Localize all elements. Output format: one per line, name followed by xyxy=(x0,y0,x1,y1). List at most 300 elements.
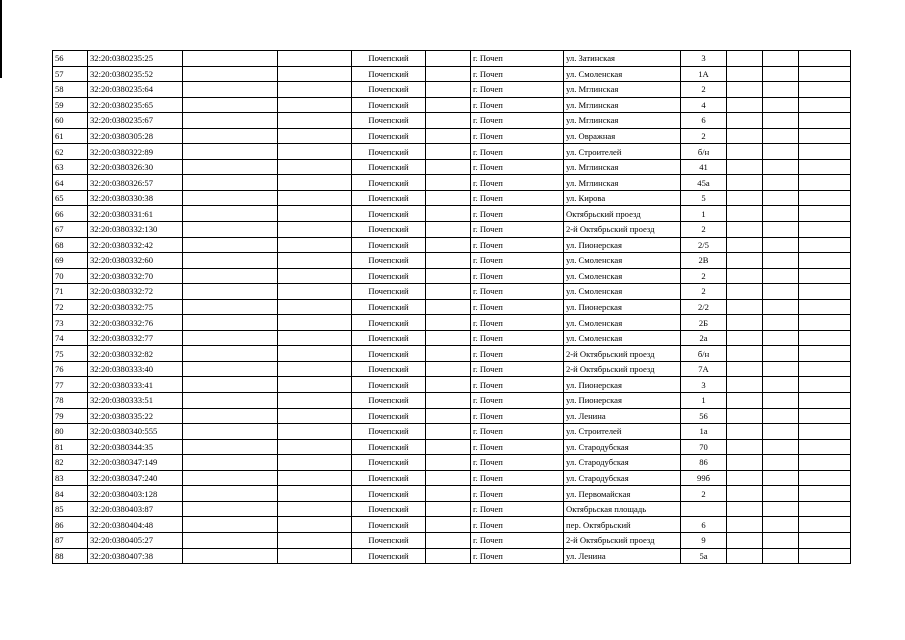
cadastral-number-cell: 32:20:0380344:35 xyxy=(88,439,183,455)
street-cell: ул. Пионерская xyxy=(564,377,681,393)
table-row xyxy=(53,330,851,346)
empty-cell xyxy=(763,486,799,502)
city-cell: г. Почеп xyxy=(471,346,564,362)
street-cell: ул. Смоленская xyxy=(564,284,681,300)
empty-cell xyxy=(278,253,352,269)
empty-cell xyxy=(278,97,352,113)
row-number-cell: 78 xyxy=(53,393,88,409)
district-cell: Почепский xyxy=(352,51,426,67)
empty-cell xyxy=(426,517,471,533)
row-number-cell: 61 xyxy=(53,128,88,144)
table-row xyxy=(53,253,851,269)
city-cell: г. Почеп xyxy=(471,97,564,113)
city-cell: г. Почеп xyxy=(471,330,564,346)
empty-cell xyxy=(727,439,763,455)
house-number-cell: 99б xyxy=(681,470,727,486)
house-number-cell: 86 xyxy=(681,455,727,471)
empty-cell xyxy=(183,315,278,331)
empty-cell xyxy=(763,346,799,362)
row-number-cell: 70 xyxy=(53,268,88,284)
empty-cell xyxy=(278,175,352,191)
cadastral-number-cell: 32:20:0380332:72 xyxy=(88,284,183,300)
empty-cell xyxy=(799,517,851,533)
empty-cell xyxy=(799,486,851,502)
empty-cell xyxy=(799,361,851,377)
empty-cell xyxy=(278,128,352,144)
house-number-cell: 2В xyxy=(681,253,727,269)
table-row xyxy=(53,128,851,144)
empty-cell xyxy=(278,517,352,533)
district-cell: Почепский xyxy=(352,330,426,346)
house-number-cell: 45а xyxy=(681,175,727,191)
table-row xyxy=(53,66,851,82)
row-number-cell: 80 xyxy=(53,424,88,440)
house-number-cell: 6 xyxy=(681,517,727,533)
city-cell: г. Почеп xyxy=(471,144,564,160)
empty-cell xyxy=(799,377,851,393)
property-registry-table xyxy=(52,50,851,564)
empty-cell xyxy=(426,501,471,517)
empty-cell xyxy=(727,97,763,113)
house-number-cell: 41 xyxy=(681,159,727,175)
empty-cell xyxy=(727,361,763,377)
street-cell: 2-й Октябрьский проезд xyxy=(564,346,681,362)
empty-cell xyxy=(183,206,278,222)
cadastral-number-cell: 32:20:0380403:128 xyxy=(88,486,183,502)
empty-cell xyxy=(426,284,471,300)
empty-cell xyxy=(763,190,799,206)
row-number-cell: 59 xyxy=(53,97,88,113)
street-cell: ул. Стародубская xyxy=(564,470,681,486)
street-cell: ул. Строителей xyxy=(564,424,681,440)
table-row xyxy=(53,501,851,517)
empty-cell xyxy=(183,175,278,191)
empty-cell xyxy=(183,66,278,82)
empty-cell xyxy=(278,66,352,82)
table-row xyxy=(53,470,851,486)
empty-cell xyxy=(183,532,278,548)
empty-cell xyxy=(727,284,763,300)
empty-cell xyxy=(763,82,799,98)
empty-cell xyxy=(426,361,471,377)
empty-cell xyxy=(727,253,763,269)
district-cell: Почепский xyxy=(352,66,426,82)
district-cell: Почепский xyxy=(352,361,426,377)
empty-cell xyxy=(799,253,851,269)
table-row xyxy=(53,159,851,175)
empty-cell xyxy=(278,377,352,393)
empty-cell xyxy=(278,284,352,300)
empty-cell xyxy=(183,377,278,393)
cadastral-number-cell: 32:20:0380333:51 xyxy=(88,393,183,409)
empty-cell xyxy=(278,51,352,67)
house-number-cell: 56 xyxy=(681,408,727,424)
district-cell: Почепский xyxy=(352,455,426,471)
house-number-cell: 1а xyxy=(681,424,727,440)
empty-cell xyxy=(183,82,278,98)
city-cell: г. Почеп xyxy=(471,361,564,377)
empty-cell xyxy=(278,532,352,548)
street-cell: ул. Смоленская xyxy=(564,253,681,269)
house-number-cell: б/н xyxy=(681,144,727,160)
empty-cell xyxy=(278,548,352,564)
empty-cell xyxy=(426,455,471,471)
empty-cell xyxy=(763,548,799,564)
street-cell: ул. Стародубская xyxy=(564,455,681,471)
empty-cell xyxy=(799,237,851,253)
district-cell: Почепский xyxy=(352,517,426,533)
empty-cell xyxy=(727,455,763,471)
table-row xyxy=(53,299,851,315)
cadastral-number-cell: 32:20:0380305:28 xyxy=(88,128,183,144)
cadastral-number-cell: 32:20:0380332:82 xyxy=(88,346,183,362)
row-number-cell: 84 xyxy=(53,486,88,502)
row-number-cell: 79 xyxy=(53,408,88,424)
empty-cell xyxy=(799,206,851,222)
empty-cell xyxy=(727,175,763,191)
house-number-cell: 3 xyxy=(681,51,727,67)
empty-cell xyxy=(183,159,278,175)
house-number-cell: 2 xyxy=(681,268,727,284)
district-cell: Почепский xyxy=(352,268,426,284)
empty-cell xyxy=(278,315,352,331)
house-number-cell: 1А xyxy=(681,66,727,82)
row-number-cell: 64 xyxy=(53,175,88,191)
house-number-cell: 7А xyxy=(681,361,727,377)
empty-cell xyxy=(426,82,471,98)
empty-cell xyxy=(799,532,851,548)
empty-cell xyxy=(799,97,851,113)
empty-cell xyxy=(763,97,799,113)
cadastral-number-cell: 32:20:0380332:70 xyxy=(88,268,183,284)
empty-cell xyxy=(183,346,278,362)
empty-cell xyxy=(763,128,799,144)
page-edge-line xyxy=(0,0,2,78)
empty-cell xyxy=(426,190,471,206)
district-cell: Почепский xyxy=(352,439,426,455)
cadastral-number-cell: 32:20:0380322:89 xyxy=(88,144,183,160)
empty-cell xyxy=(763,113,799,129)
empty-cell xyxy=(278,159,352,175)
empty-cell xyxy=(183,424,278,440)
city-cell: г. Почеп xyxy=(471,393,564,409)
empty-cell xyxy=(278,222,352,238)
empty-cell xyxy=(799,330,851,346)
empty-cell xyxy=(799,51,851,67)
table-row xyxy=(53,548,851,564)
empty-cell xyxy=(799,113,851,129)
street-cell: ул. Первомайская xyxy=(564,486,681,502)
empty-cell xyxy=(727,501,763,517)
empty-cell xyxy=(727,486,763,502)
city-cell: г. Почеп xyxy=(471,548,564,564)
street-cell: ул. Строителей xyxy=(564,144,681,160)
house-number-cell: 6 xyxy=(681,113,727,129)
empty-cell xyxy=(426,175,471,191)
empty-cell xyxy=(183,361,278,377)
house-number-cell: 2/5 xyxy=(681,237,727,253)
empty-cell xyxy=(426,377,471,393)
empty-cell xyxy=(426,222,471,238)
empty-cell xyxy=(727,206,763,222)
empty-cell xyxy=(426,408,471,424)
empty-cell xyxy=(799,82,851,98)
cadastral-number-cell: 32:20:0380326:57 xyxy=(88,175,183,191)
table-row xyxy=(53,284,851,300)
empty-cell xyxy=(278,470,352,486)
empty-cell xyxy=(426,439,471,455)
cadastral-number-cell: 32:20:0380333:41 xyxy=(88,377,183,393)
city-cell: г. Почеп xyxy=(471,159,564,175)
city-cell: г. Почеп xyxy=(471,439,564,455)
row-number-cell: 65 xyxy=(53,190,88,206)
table-row xyxy=(53,175,851,191)
empty-cell xyxy=(763,470,799,486)
empty-cell xyxy=(763,159,799,175)
district-cell: Почепский xyxy=(352,237,426,253)
street-cell: 2-й Октябрьский проезд xyxy=(564,532,681,548)
row-number-cell: 81 xyxy=(53,439,88,455)
cadastral-number-cell: 32:20:0380407:38 xyxy=(88,548,183,564)
city-cell: г. Почеп xyxy=(471,408,564,424)
cadastral-number-cell: 32:20:0380235:67 xyxy=(88,113,183,129)
empty-cell xyxy=(763,222,799,238)
row-number-cell: 87 xyxy=(53,532,88,548)
house-number-cell: 1 xyxy=(681,393,727,409)
empty-cell xyxy=(799,222,851,238)
empty-cell xyxy=(183,253,278,269)
empty-cell xyxy=(763,51,799,67)
empty-cell xyxy=(278,361,352,377)
empty-cell xyxy=(799,455,851,471)
city-cell: г. Почеп xyxy=(471,51,564,67)
house-number-cell: 2Б xyxy=(681,315,727,331)
cadastral-number-cell: 32:20:0380332:76 xyxy=(88,315,183,331)
cadastral-number-cell: 32:20:0380235:64 xyxy=(88,82,183,98)
empty-cell xyxy=(426,532,471,548)
table-row xyxy=(53,113,851,129)
row-number-cell: 72 xyxy=(53,299,88,315)
empty-cell xyxy=(799,128,851,144)
empty-cell xyxy=(278,501,352,517)
cadastral-number-cell: 32:20:0380403:87 xyxy=(88,501,183,517)
city-cell: г. Почеп xyxy=(471,175,564,191)
empty-cell xyxy=(278,393,352,409)
empty-cell xyxy=(278,424,352,440)
empty-cell xyxy=(799,66,851,82)
empty-cell xyxy=(278,113,352,129)
cadastral-number-cell: 32:20:0380235:52 xyxy=(88,66,183,82)
empty-cell xyxy=(183,470,278,486)
street-cell: ул. Смоленская xyxy=(564,330,681,346)
cadastral-number-cell: 32:20:0380340:555 xyxy=(88,424,183,440)
cadastral-number-cell: 32:20:0380347:149 xyxy=(88,455,183,471)
house-number-cell xyxy=(681,501,727,517)
row-number-cell: 74 xyxy=(53,330,88,346)
row-number-cell: 85 xyxy=(53,501,88,517)
empty-cell xyxy=(727,113,763,129)
cadastral-number-cell: 32:20:0380331:61 xyxy=(88,206,183,222)
empty-cell xyxy=(727,128,763,144)
table-row xyxy=(53,455,851,471)
district-cell: Почепский xyxy=(352,408,426,424)
empty-cell xyxy=(426,253,471,269)
empty-cell xyxy=(426,66,471,82)
empty-cell xyxy=(426,97,471,113)
empty-cell xyxy=(727,330,763,346)
empty-cell xyxy=(426,470,471,486)
empty-cell xyxy=(799,175,851,191)
street-cell: ул. Смоленская xyxy=(564,315,681,331)
empty-cell xyxy=(763,284,799,300)
table-row xyxy=(53,82,851,98)
empty-cell xyxy=(278,486,352,502)
empty-cell xyxy=(763,237,799,253)
table-row xyxy=(53,486,851,502)
empty-cell xyxy=(183,268,278,284)
house-number-cell: 9 xyxy=(681,532,727,548)
district-cell: Почепский xyxy=(352,532,426,548)
empty-cell xyxy=(727,548,763,564)
house-number-cell: 2 xyxy=(681,128,727,144)
empty-cell xyxy=(799,159,851,175)
street-cell: ул. Мглинская xyxy=(564,175,681,191)
empty-cell xyxy=(763,377,799,393)
street-cell: ул. Пионерская xyxy=(564,237,681,253)
empty-cell xyxy=(763,501,799,517)
empty-cell xyxy=(278,330,352,346)
city-cell: г. Почеп xyxy=(471,190,564,206)
city-cell: г. Почеп xyxy=(471,455,564,471)
empty-cell xyxy=(763,517,799,533)
street-cell: ул. Пионерская xyxy=(564,393,681,409)
row-number-cell: 67 xyxy=(53,222,88,238)
table-row xyxy=(53,377,851,393)
street-cell: ул. Мглинская xyxy=(564,159,681,175)
empty-cell xyxy=(763,455,799,471)
district-cell: Почепский xyxy=(352,159,426,175)
empty-cell xyxy=(799,284,851,300)
empty-cell xyxy=(727,268,763,284)
empty-cell xyxy=(426,268,471,284)
row-number-cell: 66 xyxy=(53,206,88,222)
house-number-cell: 1 xyxy=(681,206,727,222)
city-cell: г. Почеп xyxy=(471,424,564,440)
row-number-cell: 62 xyxy=(53,144,88,160)
street-cell: ул. Затинская xyxy=(564,51,681,67)
empty-cell xyxy=(799,393,851,409)
empty-cell xyxy=(426,330,471,346)
empty-cell xyxy=(278,206,352,222)
street-cell: ул. Стародубская xyxy=(564,439,681,455)
empty-cell xyxy=(763,330,799,346)
empty-cell xyxy=(426,424,471,440)
district-cell: Почепский xyxy=(352,377,426,393)
empty-cell xyxy=(183,128,278,144)
street-cell: ул. Овражная xyxy=(564,128,681,144)
empty-cell xyxy=(727,393,763,409)
empty-cell xyxy=(763,175,799,191)
cadastral-number-cell: 32:20:0380332:77 xyxy=(88,330,183,346)
empty-cell xyxy=(799,424,851,440)
district-cell: Почепский xyxy=(352,97,426,113)
city-cell: г. Почеп xyxy=(471,517,564,533)
row-number-cell: 86 xyxy=(53,517,88,533)
city-cell: г. Почеп xyxy=(471,501,564,517)
cadastral-number-cell: 32:20:0380333:40 xyxy=(88,361,183,377)
district-cell: Почепский xyxy=(352,222,426,238)
empty-cell xyxy=(183,51,278,67)
empty-cell xyxy=(278,439,352,455)
district-cell: Почепский xyxy=(352,128,426,144)
empty-cell xyxy=(183,455,278,471)
empty-cell xyxy=(727,299,763,315)
street-cell: пер. Октябрьский xyxy=(564,517,681,533)
empty-cell xyxy=(426,51,471,67)
empty-cell xyxy=(727,424,763,440)
cadastral-number-cell: 32:20:0380332:75 xyxy=(88,299,183,315)
row-number-cell: 57 xyxy=(53,66,88,82)
empty-cell xyxy=(763,144,799,160)
empty-cell xyxy=(763,439,799,455)
table-row xyxy=(53,144,851,160)
table-row xyxy=(53,206,851,222)
house-number-cell: 2 xyxy=(681,222,727,238)
house-number-cell: 4 xyxy=(681,97,727,113)
table-row xyxy=(53,190,851,206)
empty-cell xyxy=(763,206,799,222)
row-number-cell: 60 xyxy=(53,113,88,129)
table-row xyxy=(53,222,851,238)
empty-cell xyxy=(278,299,352,315)
district-cell: Почепский xyxy=(352,346,426,362)
empty-cell xyxy=(426,315,471,331)
empty-cell xyxy=(426,144,471,160)
table-row xyxy=(53,517,851,533)
cadastral-number-cell: 32:20:0380332:42 xyxy=(88,237,183,253)
empty-cell xyxy=(799,190,851,206)
district-cell: Почепский xyxy=(352,393,426,409)
row-number-cell: 63 xyxy=(53,159,88,175)
table-row xyxy=(53,97,851,113)
row-number-cell: 88 xyxy=(53,548,88,564)
city-cell: г. Почеп xyxy=(471,268,564,284)
cadastral-number-cell: 32:20:0380347:240 xyxy=(88,470,183,486)
city-cell: г. Почеп xyxy=(471,315,564,331)
cadastral-number-cell: 32:20:0380330:38 xyxy=(88,190,183,206)
table-row xyxy=(53,361,851,377)
empty-cell xyxy=(278,408,352,424)
empty-cell xyxy=(727,346,763,362)
street-cell: Октябрьский проезд xyxy=(564,206,681,222)
house-number-cell: 3 xyxy=(681,377,727,393)
empty-cell xyxy=(183,113,278,129)
house-number-cell: 2/2 xyxy=(681,299,727,315)
city-cell: г. Почеп xyxy=(471,128,564,144)
row-number-cell: 58 xyxy=(53,82,88,98)
row-number-cell: 56 xyxy=(53,51,88,67)
empty-cell xyxy=(799,501,851,517)
street-cell: ул. Мглинская xyxy=(564,82,681,98)
row-number-cell: 77 xyxy=(53,377,88,393)
table-row xyxy=(53,51,851,67)
district-cell: Почепский xyxy=(352,175,426,191)
empty-cell xyxy=(763,532,799,548)
empty-cell xyxy=(727,159,763,175)
empty-cell xyxy=(426,206,471,222)
empty-cell xyxy=(763,361,799,377)
empty-cell xyxy=(183,190,278,206)
